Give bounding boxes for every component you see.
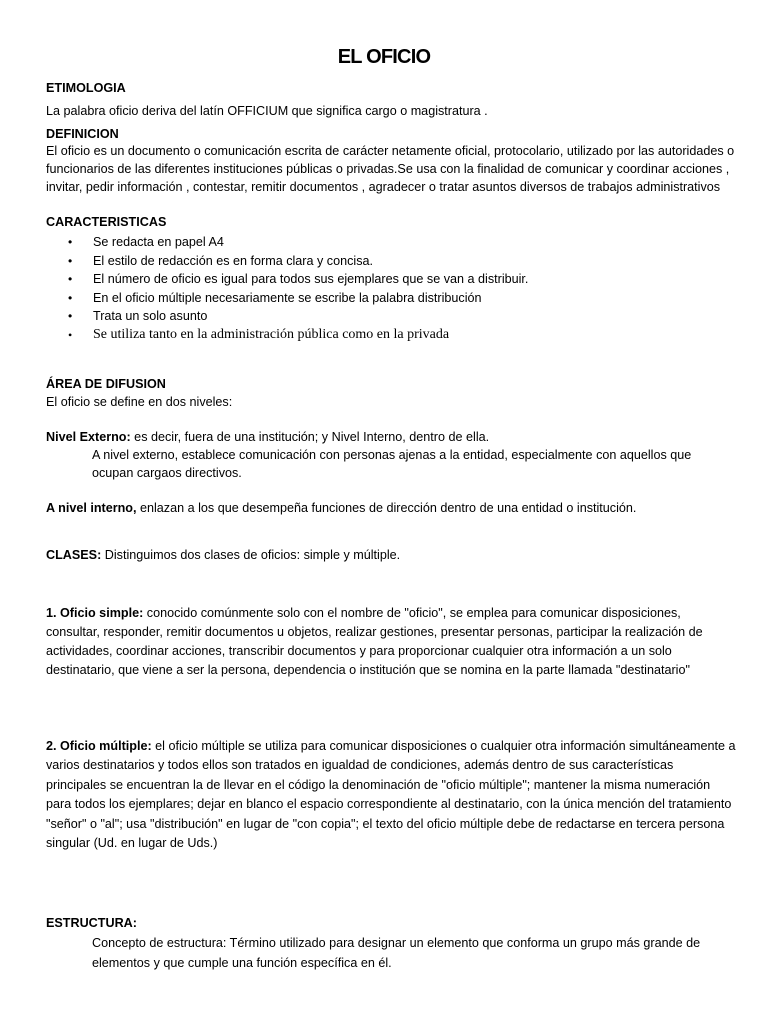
clases-line [46, 546, 736, 564]
bullet-icon: • [68, 309, 73, 323]
oficio-multiple-paragraph [46, 737, 736, 853]
nivel-interno-text: enlazan a los que desempeña funciones de dirección dentro de una entidad o institución. [136, 501, 637, 515]
page-title: EL OFICIO [337, 46, 431, 68]
nivel-externo-line [46, 428, 736, 446]
list-item: • Trata un solo asunto [46, 307, 726, 326]
list-item: • Se utiliza tanto en la administración pública como en la privada [46, 326, 726, 345]
bullet-icon: • [68, 272, 73, 286]
nivel-externo-text: es decir, fuera de una institución; y Nivel Interno, dentro de ella. [130, 430, 490, 444]
definicion-text: El oficio es un documento o comunicación escrita de carácter netamente oficial, protocolario, utilizado por las autoridades o funcionarios de las diferentes instituciones públicas o privadas.Se usa con la finalidad de comunicar y coordinar acciones , invitar, pedir información , contestar, remitir documentos , agradecer o tratar asuntos diversos de trabajos administrativos [46, 144, 735, 194]
definicion-heading: DEFINICION [46, 127, 119, 141]
area-heading: ÁREA DE DIFUSION [46, 377, 166, 391]
clases-label: CLASES: [46, 548, 102, 562]
caracteristicas-heading: CARACTERISTICAS [46, 215, 167, 229]
oficio-multiple-label: 2. Oficio múltiple: [46, 739, 152, 753]
nivel-interno-line [46, 499, 736, 517]
nivel-externo-label: Nivel Externo: [46, 430, 131, 444]
caracteristicas-list [46, 233, 726, 344]
clases-text: Distinguimos dos clases de oficios: simple y múltiple. [101, 548, 401, 562]
oficio-multiple-text: el oficio múltiple se utiliza para comunicar disposiciones o cualquier otra información simultáneamente a varios destinatarios y todos ellos son tratados en igualdad de condiciones, además dentro de sus características principales se encuentran la de llevar en el código la denominación de "oficio múltiple"; mantener la misma numeración para todos los ejemplares; dejar en blanco el espacio correspondiente al destinatario, con la única mención del tratamiento "señor" o "al"; usa "distribución" en lugar de "con copia"; el texto del oficio múltiple debe de redactarse en tercera persona singular (Ud. en lugar de Uds.) [46, 739, 736, 851]
oficio-simple-label: 1. Oficio simple: [46, 606, 144, 620]
bullet-icon: • [68, 253, 73, 268]
etimologia-text: La palabra oficio deriva del latín OFFICIUM que significa cargo o magistratura . [46, 104, 488, 118]
oficio-simple-paragraph [46, 604, 736, 680]
list-item: • En el oficio múltiple necesariamente se escribe la palabra distribución [46, 289, 726, 308]
area-intro: El oficio se define en dos niveles: [46, 395, 233, 409]
bullet-icon: • [68, 290, 73, 305]
list-item: • El estilo de redacción es en forma clara y concisa. [46, 252, 726, 271]
list-item: • El número de oficio es igual para todos sus ejemplares que se van a distribuir. [46, 270, 726, 289]
estructura-text: Concepto de estructura: Término utilizado para designar un elemento que conforma un grupo más grande de elementos y que cumple una función específica en él. [92, 936, 701, 970]
list-item: • Se redacta en papel A4 [46, 233, 726, 252]
bullet-icon: • [68, 235, 73, 249]
oficio-simple-text: conocido comúnmente solo con el nombre de "oficio", se emplea para comunicar disposiciones, consultar, responder, remitir documentos u objetos, realizar gestiones, presentar personas, participar la realización de actividades, coordinar acciones, transcribir documentos y para proporcionar cualquier otra información a un solo destinatario, que viene a ser la persona, dependencia o institución que se nomina en la parte llamada "destinatario" [46, 606, 703, 677]
bullet-icon: • [68, 327, 73, 342]
etimologia-heading: ETIMOLOGIA [46, 81, 126, 95]
nivel-interno-label: A nivel interno, [46, 501, 137, 515]
nivel-externo-detail: A nivel externo, establece comunicación con personas ajenas a la entidad, especialmente con aquellos que ocupan cargaos directivos. [92, 448, 692, 480]
estructura-heading: ESTRUCTURA: [46, 916, 137, 930]
